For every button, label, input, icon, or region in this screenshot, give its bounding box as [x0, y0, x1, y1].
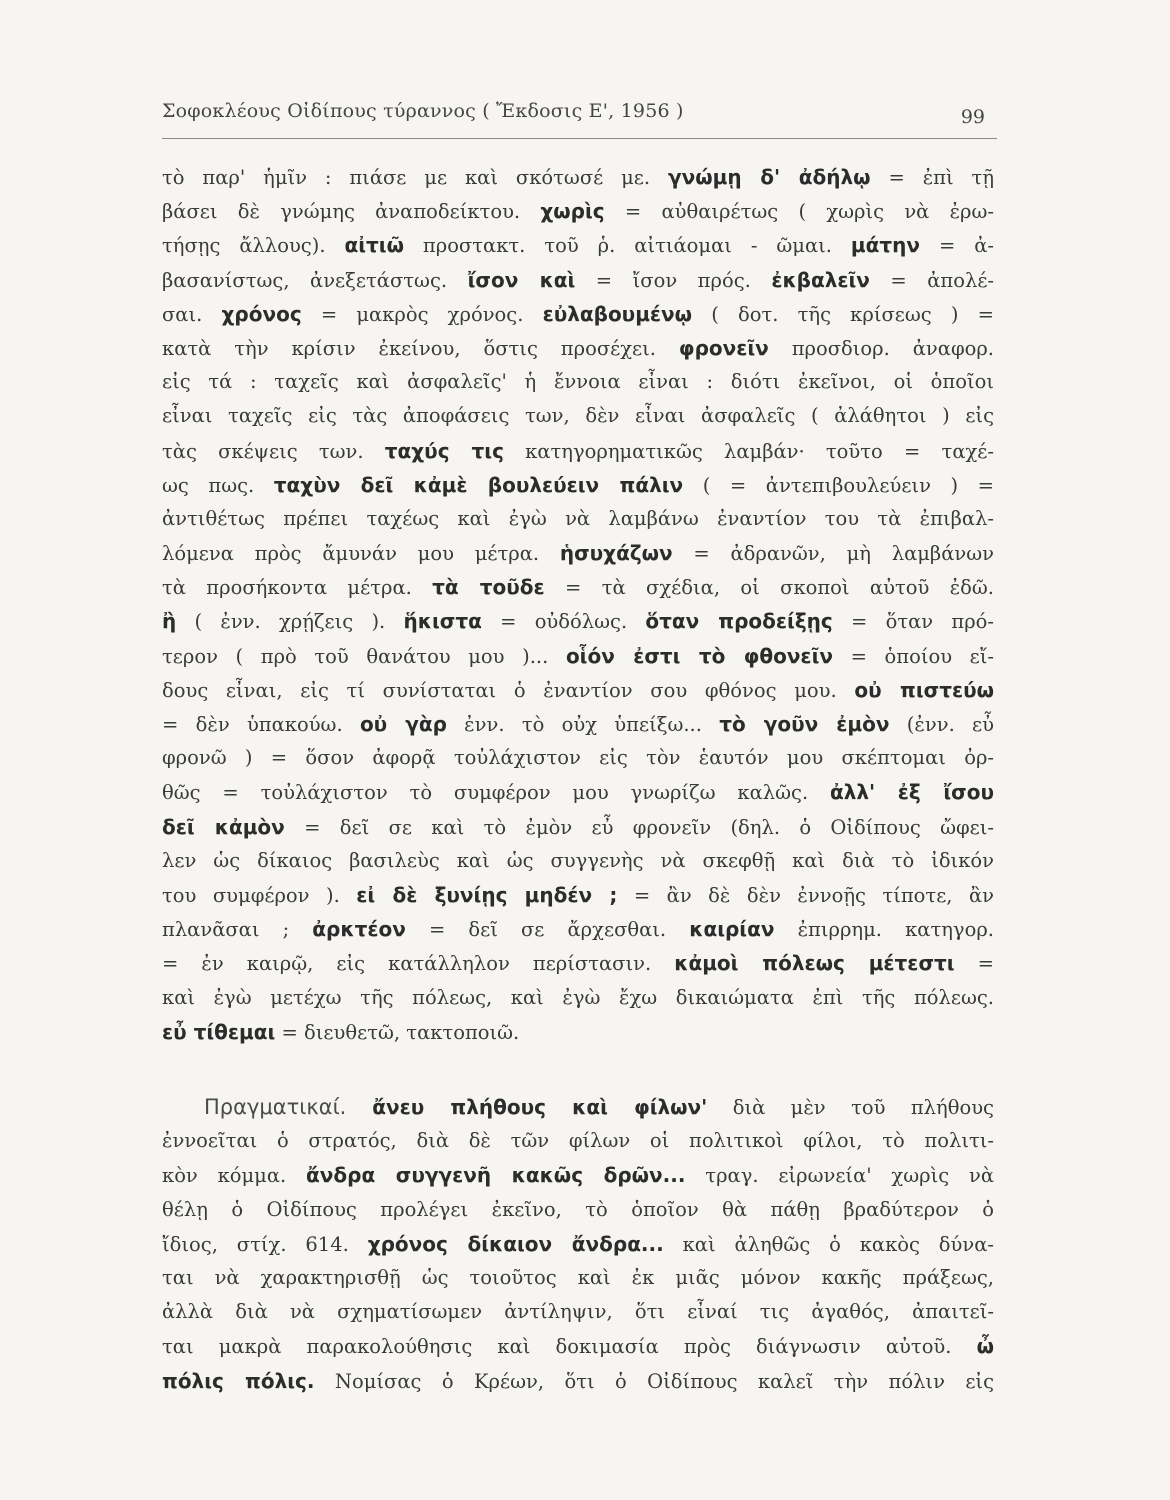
gloss-text: σαι.: [162, 302, 222, 326]
lemma-term: μάτην: [850, 233, 920, 258]
lemma-term: χωρὶς: [540, 199, 605, 224]
gloss-text: = ἐπὶ τῇ: [870, 166, 994, 189]
text-line: [162, 160, 994, 194]
gloss-text: διὰ μὲν τοῦ πλήθους: [707, 1096, 994, 1119]
gloss-text: = μακρὸς χρόνος.: [301, 302, 543, 326]
gloss-text: εἰς τά : ταχεῖς καὶ ἀσφαλεῖς' ἡ ἔννοια εἶναι : διότι ἐκεῖνοι, οἱ ὁποῖοι: [162, 370, 994, 394]
commentary-block: [162, 160, 994, 1049]
text-line: [162, 365, 994, 399]
gloss-text: = ἀ-: [920, 234, 994, 258]
running-header: [162, 100, 997, 142]
running-title: Σοφοκλέους Οἰδίπους τύραννος ( Ἔκδοσις Ε', 1956 ): [162, 100, 684, 122]
text-line: [162, 810, 994, 844]
gloss-text: λεν ὡς δίκαιος βασιλεὺς καὶ ὡς συγγενὴς νὰ σκεφθῇ καὶ διὰ τὸ ἰδικόν: [162, 848, 994, 872]
lemma-term: οἷόν ἐστι τὸ φθονεῖν: [565, 643, 833, 668]
gloss-text: ἐνν. τὸ οὐχ ὑπείξω...: [446, 713, 720, 736]
header-divider: [162, 138, 997, 139]
lemma-term: ἥκιστα: [403, 609, 482, 634]
lemma-term: τὸ γοῦν ἐμὸν: [719, 712, 890, 736]
lemma-term: πόλις πόλις.: [162, 1368, 315, 1393]
gloss-text: =: [954, 952, 994, 976]
gloss-text: ται μακρὰ παρακολούθησις καὶ δοκιμασία πρὸς διάγνωσιν αὐτοῦ.: [162, 1335, 977, 1359]
text-line: [162, 604, 994, 638]
gloss-text: = δεῖ σε καὶ τὸ ἐμὸν εὖ φρονεῖν (δηλ. ὁ Οἰδίπους ὤφει-: [284, 815, 994, 839]
lemma-term: ταχὺν δεῖ κἀμὲ βουλεύειν πάλιν: [273, 472, 684, 497]
gloss-text: κατηγορηματικῶς λαμβάν· τοῦτο = ταχέ-: [503, 439, 994, 463]
gloss-text: προσδιορ. ἀναφορ.: [768, 336, 994, 360]
gloss-text: ἐννοεῖται ὁ στρατός, διὰ δὲ τῶν φίλων οἱ πολιτικοὶ φίλοι, τὸ πολιτι-: [162, 1129, 994, 1153]
text-line: [162, 228, 994, 262]
lemma-term: ἄνδρα συγγενῆ κακῶς δρῶν...: [306, 1163, 686, 1188]
text-line: [162, 1158, 994, 1192]
gloss-text: τραγ. εἰρωνεία' χωρὶς νὰ: [685, 1164, 994, 1188]
gloss-text: = ὅταν πρό-: [832, 610, 994, 634]
text-line: [162, 707, 994, 741]
lemma-term: ἐκβαλεῖν: [771, 267, 870, 292]
lemma-term: ἴσον καὶ: [467, 267, 576, 292]
text-line: [162, 1124, 994, 1158]
lemma-term: γνώμῃ δ' ἀδήλῳ: [668, 165, 871, 189]
gloss-text: ἐπιρρημ. κατηγορ.: [774, 918, 994, 942]
gloss-text: ἀντιθέτως πρέπει ταχέως καὶ ἐγὼ νὰ λαμβάνω ἐναντίον του τὰ ἐπιβαλ-: [162, 506, 994, 530]
section-heading: Πραγματικαί.: [204, 1095, 373, 1119]
gloss-text: τὰς σκέψεις των.: [162, 439, 385, 463]
text-line: [162, 194, 994, 228]
gloss-text: = δεῖ σε ἄρχεσθαι.: [405, 918, 690, 942]
text-line: [162, 741, 994, 775]
text-line: [162, 570, 994, 604]
text-line: [162, 673, 994, 707]
gloss-text: βάσει δὲ γνώμης ἀναποδείκτου.: [162, 200, 541, 224]
text-line: [162, 775, 994, 809]
gloss-text: κὸν κόμμα.: [162, 1164, 307, 1188]
gloss-text: τὸ παρ' ἡμῖν : πιάσε με καὶ σκότωσέ με.: [162, 166, 669, 189]
gloss-text: ἴδιος, στίχ. 614.: [162, 1232, 368, 1256]
gloss-text: εἶναι ταχεῖς εἰς τὰς ἀποφάσεις των, δὲν εἶναι ἀσφαλεῖς ( ἀλάθητοι ) εἰς: [162, 404, 994, 428]
gloss-text: = ἂν δὲ δὲν ἐννοῇς τίποτε, ἂν: [617, 883, 994, 907]
lemma-term: οὐ πιστεύω: [854, 677, 994, 702]
lemma-term: ἄνευ πλήθους καὶ φίλων': [372, 1095, 708, 1119]
gloss-text: = διευθετῶ, τακτοποιῶ.: [275, 1020, 520, 1044]
text-line: [162, 981, 994, 1015]
gloss-text: = δὲν ὑπακούω.: [162, 713, 360, 736]
text-line: [162, 263, 994, 297]
text-line: [162, 399, 994, 433]
text-line: [162, 468, 994, 502]
gloss-text: θέλῃ ὁ Οἰδίπους προλέγει ἐκεῖνο, τὸ ὁποῖον θὰ πάθῃ βραδύτερον ὁ: [162, 1197, 994, 1221]
gloss-text: = τὰ σχέδια, οἱ σκοποὶ αὐτοῦ ἐδῶ.: [544, 576, 994, 600]
gloss-text: ἀλλὰ διὰ νὰ σχηματίσωμεν ἀντίληψιν, ὅτι εἶναί τις ἀγαθός, ἀπαιτεῖ-: [162, 1300, 994, 1324]
text-line: [162, 1329, 994, 1363]
gloss-text: τήσῃς ἄλλους).: [162, 234, 345, 258]
gloss-text: του συμφέρον ).: [162, 883, 357, 907]
page-number: 99: [960, 106, 985, 128]
lemma-term: αἰτιῶ: [344, 233, 404, 258]
lemma-term: ἀρκτέον: [312, 917, 406, 942]
gloss-text: ται νὰ χαρακτηρισθῇ ὡς τοιοῦτος καὶ ἐκ μιᾶς μόνον κακῆς πράξεως,: [162, 1265, 994, 1289]
text-line: [162, 844, 994, 878]
lemma-term: εὐλαβουμένῳ: [542, 301, 693, 326]
gloss-text: (ἐνν. εὖ: [889, 713, 994, 736]
gloss-text: πλανᾶσαι ;: [162, 918, 313, 942]
text-line: [162, 297, 994, 331]
lemma-term: κἀμοὶ πόλεως μέτεστι: [674, 951, 955, 976]
text-line: [162, 1193, 994, 1227]
lemma-term: ἀλλ' ἐξ ἴσου: [830, 780, 994, 805]
lemma-term: τὰ τοῦδε: [432, 575, 545, 600]
gloss-text: = ὁποίου εἴ-: [833, 644, 994, 668]
text-line: [162, 1015, 994, 1049]
gloss-text: τὰ προσήκοντα μέτρα.: [162, 576, 433, 600]
lemma-term: ὅταν προδείξῃς: [645, 609, 833, 634]
text-line: [162, 502, 994, 536]
gloss-text: ( = ἀντεπιβουλεύειν ) =: [683, 473, 994, 497]
text-line: [162, 331, 994, 365]
gloss-text: θῶς = τοὐλάχιστον τὸ συμφέρον μου γνωρίζω καλῶς.: [162, 781, 830, 805]
text-line: [162, 1227, 994, 1261]
lemma-term: φρονεῖν: [678, 335, 769, 360]
gloss-text: = ἀδρανῶν, μὴ λαμβάνων: [672, 542, 994, 566]
lemma-term: χρόνος δίκαιον ἄνδρα...: [367, 1231, 664, 1256]
text-line: [162, 536, 994, 570]
text-line: [162, 1090, 994, 1124]
lemma-term: οὐ γὰρ: [359, 712, 447, 736]
gloss-text: φρονῶ ) = ὅσον ἀφορᾷ τοὐλάχιστον εἰς τὸν ἑαυτόν μου σκέπτομαι ὀρ-: [162, 746, 994, 770]
text-line: [162, 1261, 994, 1295]
text-line: [162, 946, 994, 980]
gloss-text: καὶ ἀληθῶς ὁ κακὸς δύνα-: [663, 1232, 994, 1256]
text-line: [162, 1364, 994, 1398]
lemma-term: ὦ: [976, 1334, 994, 1359]
gloss-text: προστακτ. τοῦ ῥ. αἰτιάομαι - ῶμαι.: [403, 234, 851, 258]
gloss-text: τερον ( πρὸ τοῦ θανάτου μου )...: [162, 644, 566, 668]
lemma-term: ταχύς τις: [384, 438, 504, 463]
gloss-text: = οὐδόλως.: [481, 610, 646, 634]
gloss-text: = ἀπολέ-: [869, 268, 994, 292]
gloss-text: = ἐν καιρῷ, εἰς κατάλληλον περίστασιν.: [162, 952, 675, 976]
lemma-term: εὖ τίθεμαι: [162, 1019, 276, 1044]
gloss-text: λόμενα πρὸς ἄμυνάν μου μέτρα.: [162, 542, 560, 566]
lemma-term: ἡσυχάζων: [559, 541, 673, 566]
text-line: [162, 639, 994, 673]
text-line: [162, 1295, 994, 1329]
gloss-text: = αὐθαιρέτως ( χωρὶς νὰ ἐρω-: [604, 200, 994, 224]
gloss-text: ( δοτ. τῆς κρίσεως ) =: [692, 302, 994, 326]
gloss-text: Νομίσας ὁ Κρέων, ὅτι ὁ Οἰδίπους καλεῖ τὴν πόλιν εἰς: [314, 1369, 994, 1393]
gloss-text: καὶ ἐγὼ μετέχω τῆς πόλεως, καὶ ἐγὼ ἔχω δικαιώματα ἐπὶ τῆς πόλεως.: [162, 985, 994, 1009]
realia-block: [162, 1090, 994, 1398]
lemma-term: εἰ δὲ ξυνίῃς μηδέν ;: [356, 882, 618, 907]
gloss-text: ( ἐνν. χρῄζεις ).: [176, 610, 404, 634]
gloss-text: = ἴσον πρός.: [575, 268, 772, 292]
gloss-text: ως πως.: [162, 473, 274, 497]
text-line: [162, 878, 994, 912]
lemma-term: χρόνος: [221, 301, 302, 326]
gloss-text: δους εἶναι, εἰς τί συνίσταται ὁ ἐναντίον σου φθόνος μου.: [162, 678, 855, 702]
lemma-term: ἢ: [162, 609, 177, 634]
lemma-term: δεῖ κἀμὸν: [162, 814, 285, 839]
gloss-text: βασανίστως, ἀνεξετάστως.: [162, 268, 468, 292]
lemma-term: καιρίαν: [689, 917, 775, 942]
text-line: [162, 434, 994, 468]
text-line: [162, 912, 994, 946]
gloss-text: κατὰ τὴν κρίσιν ἐκείνου, ὅστις προσέχει.: [162, 336, 679, 360]
